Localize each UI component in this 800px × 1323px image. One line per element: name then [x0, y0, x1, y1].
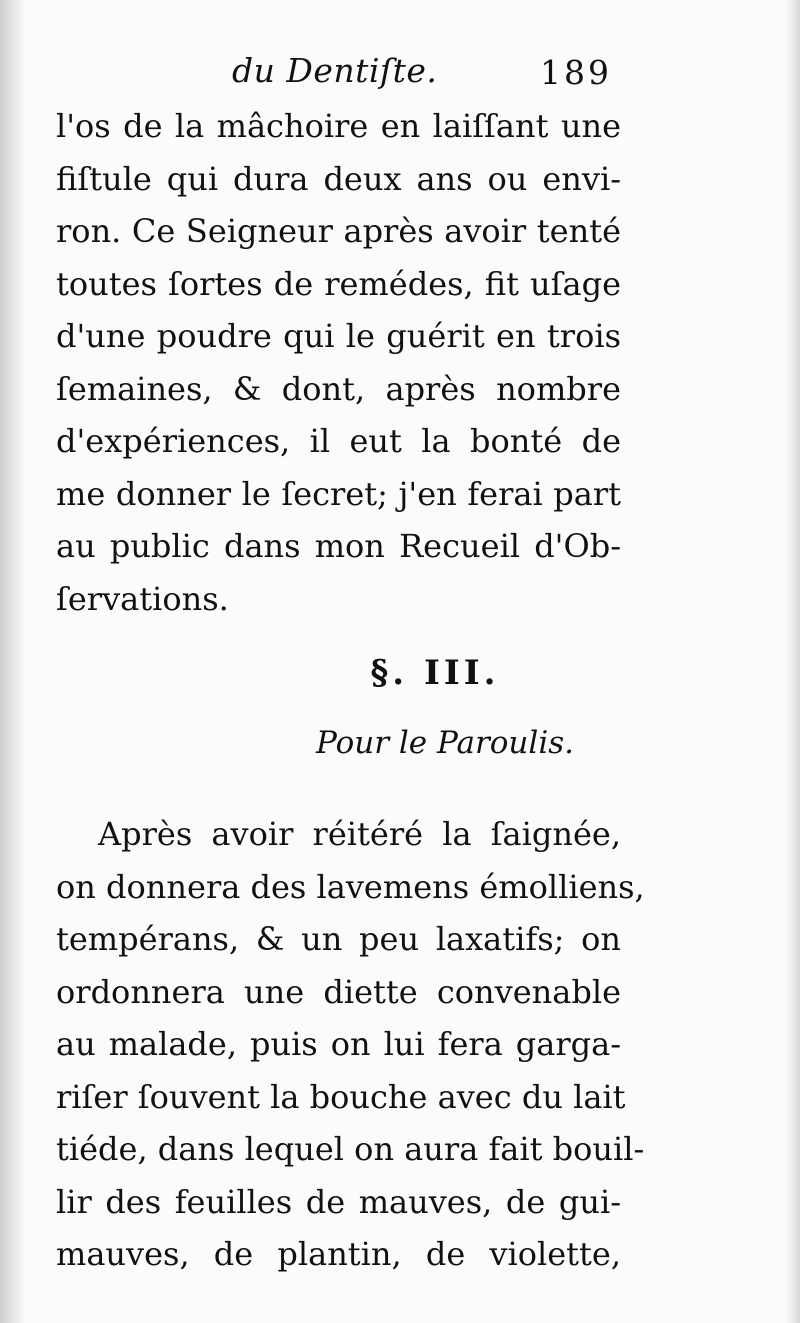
text-line: Après avoir réitéré la ſaignée, — [98, 815, 621, 853]
text-line: toutes ſortes de remédes, fit uſage — [56, 264, 621, 303]
text-line: ordonnera une diette convenable — [56, 972, 621, 1011]
text-line: fiſtule qui dura deux ans ou envi- — [56, 159, 621, 198]
text-line: au malade, puis on lui fera garga- — [56, 1025, 621, 1063]
section-title: Pour le Paroulis. — [315, 725, 574, 761]
page-number: 189 — [540, 53, 612, 92]
text-line: d'expériences, il eut la bonté de — [56, 422, 621, 460]
text-line: ſemaines, & dont, après nombre — [56, 369, 621, 408]
paragraph-2 — [56, 808, 645, 1281]
text-line: tiéde, dans lequel on aura fait bouil- — [56, 1130, 645, 1168]
paragraph-1 — [56, 100, 621, 625]
text-line: me donner le ſecret; j'en ferai part — [56, 474, 621, 513]
running-head-title: du Dentiſte. — [232, 51, 438, 90]
text-line: on donnera des lavemens émolliens, — [56, 867, 645, 906]
text-line: l'os de la mâchoire en laiſſant une — [56, 107, 621, 145]
text-line: au public dans mon Recueil d'Ob- — [56, 527, 621, 565]
text-line: ſervations. — [56, 579, 229, 618]
text-line: ron. Ce Seigneur après avoir tenté — [56, 212, 621, 250]
text-line: tempérans, & un peu laxatifs; on — [56, 920, 621, 958]
text-line: riſer ſouvent la bouche avec du lait — [56, 1077, 626, 1116]
running-head — [0, 42, 800, 102]
section-number: §. III. — [370, 653, 500, 693]
text-line: d'une poudre qui le guérit en trois — [56, 317, 621, 355]
text-line: lir des feuilles de mauves, de gui- — [56, 1182, 621, 1221]
text-line: mauves, de plantin, de violette, — [56, 1235, 621, 1273]
